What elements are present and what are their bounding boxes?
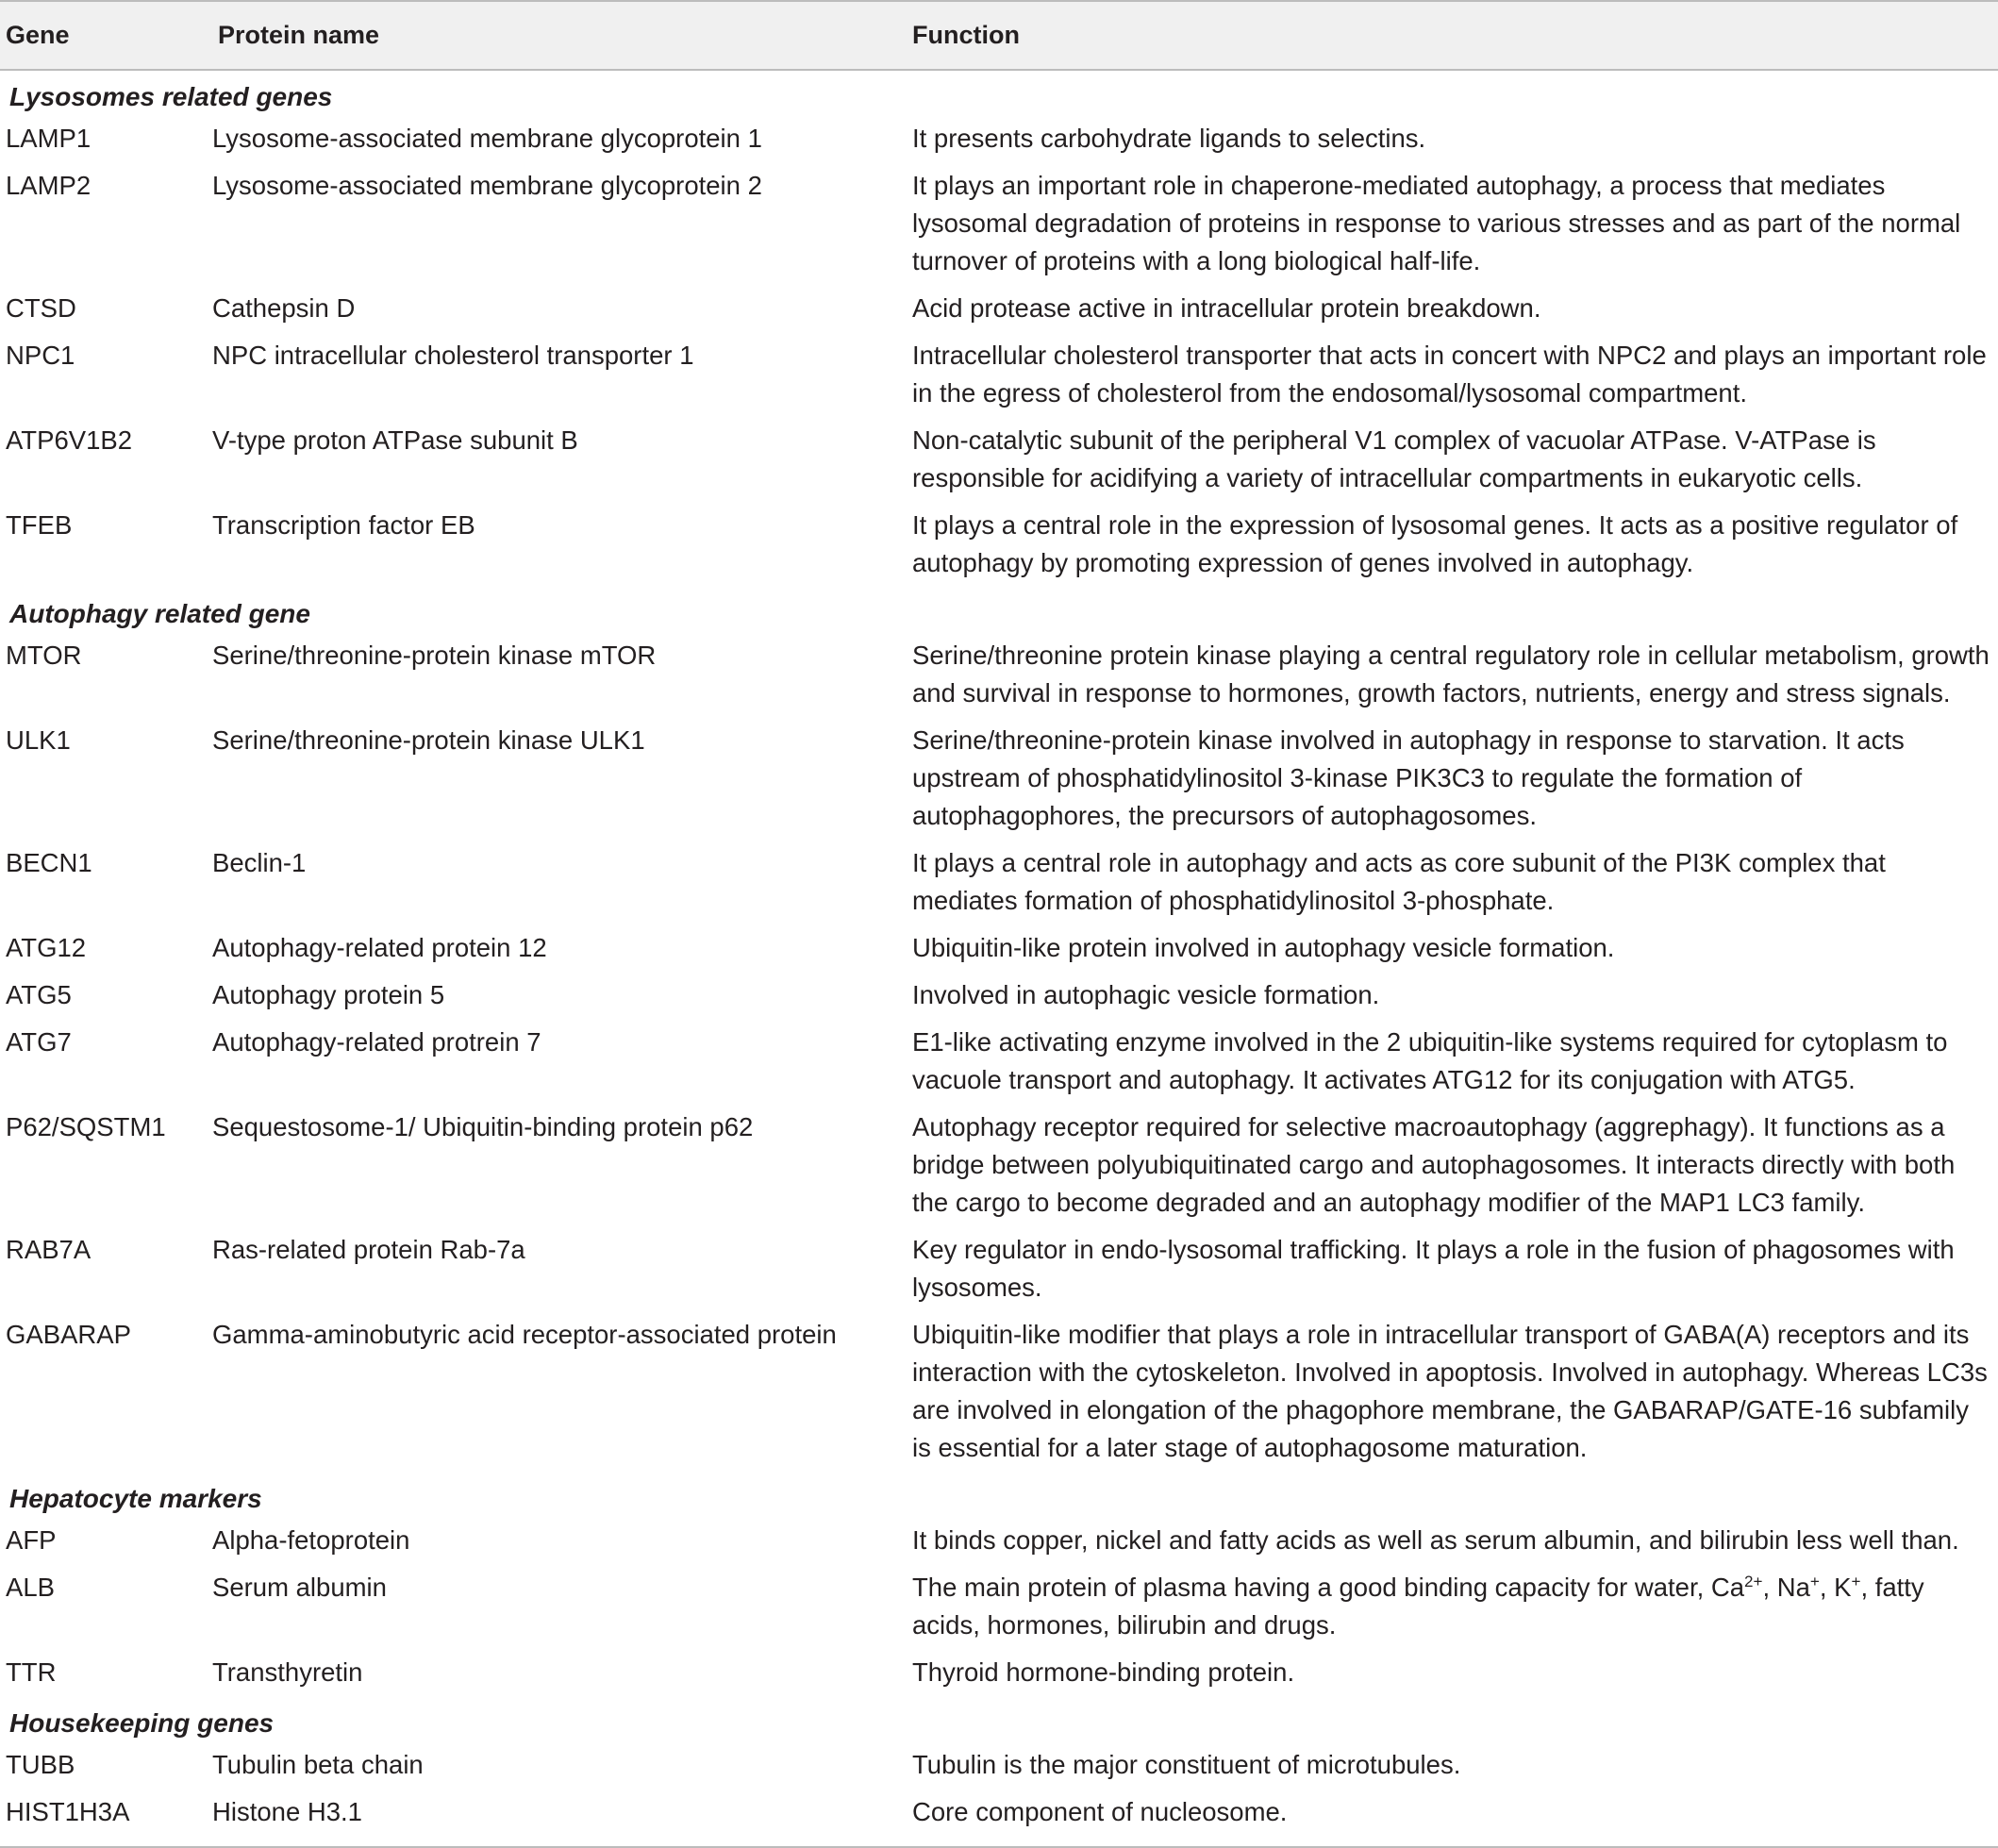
- gene-cell: HIST1H3A: [0, 1790, 212, 1847]
- function-cell: Core component of nucleosome.: [912, 1790, 1998, 1847]
- table-body: [0, 70, 1998, 1847]
- section-row: [0, 1697, 1998, 1742]
- function-cell: Acid protease active in intracellular protein breakdown.: [912, 293, 1541, 323]
- header-function: Function: [912, 1, 1998, 70]
- protein-name-cell: Autophagy-related protein 12: [212, 933, 547, 962]
- table-row: [0, 1227, 1998, 1312]
- header-gene: Gene: [0, 1, 212, 70]
- gene-cell: ATP6V1B2: [6, 425, 133, 455]
- gene-cell: RAB7A: [6, 1235, 92, 1264]
- gene-cell: NPC1: [6, 341, 75, 370]
- protein-name-cell: Alpha-fetoprotein: [212, 1525, 410, 1555]
- table-row: [0, 718, 1998, 841]
- table-row: [0, 1565, 1998, 1650]
- table-row: [0, 286, 1998, 333]
- protein-name-cell: Serum albumin: [212, 1573, 387, 1602]
- gene-cell: CTSD: [6, 293, 76, 323]
- gene-cell: TUBB: [6, 1750, 75, 1779]
- function-cell: Ubiquitin-like protein involved in autophagy vesicle formation.: [912, 933, 1615, 962]
- section-title: Housekeeping genes: [9, 1708, 275, 1738]
- function-cell: Key regulator in endo-lysosomal trafficking. It plays a role in the fusion of phagosomes with lysosomes.: [912, 1235, 1955, 1302]
- table-row: [0, 116, 1998, 163]
- protein-name-cell: Transthyretin: [212, 1657, 363, 1687]
- function-cell: Ubiquitin-like modifier that plays a role in intracellular transport of GABA(A) receptors and its interaction with the cytoskeleton. Involved in apoptosis. Involved in autophagy. Whereas LC3s are involved in elongation of the phagophore membrane, the GABARAP/GATE-16 subfamily is essential for a later stage of autophagosome maturation.: [912, 1320, 1988, 1462]
- header-row: [0, 1, 1998, 70]
- function-text: , Na: [1762, 1573, 1810, 1602]
- function-text: The main protein of plasma having a good binding capacity for water, Ca: [912, 1573, 1745, 1602]
- superscript-charge: +: [1809, 1572, 1820, 1590]
- function-cell: It plays an important role in chaperone-mediated autophagy, a process that mediates lysosomal degradation of proteins in response to various stresses and as part of the normal turnover of proteins with a long biological half-life.: [912, 171, 1961, 275]
- section-title: Lysosomes related genes: [9, 82, 333, 111]
- gene-cell: AFP: [6, 1525, 57, 1555]
- function-cell: Thyroid hormone-binding protein.: [912, 1657, 1295, 1687]
- protein-name-cell: Transcription factor EB: [212, 510, 475, 540]
- gene-cell: ATG7: [6, 1027, 72, 1057]
- table-row: [0, 633, 1998, 718]
- table-row: [0, 1790, 1998, 1847]
- table-row: [0, 418, 1998, 503]
- protein-name-cell: Serine/threonine-protein kinase ULK1: [212, 725, 645, 755]
- table-row: [0, 973, 1998, 1020]
- superscript-charge: 2+: [1744, 1572, 1763, 1590]
- table-row: [0, 1742, 1998, 1790]
- protein-name-cell: Autophagy protein 5: [212, 980, 445, 1009]
- protein-name-cell: Sequestosome-1/ Ubiquitin-binding protein p62: [212, 1112, 754, 1141]
- table-row: [0, 503, 1998, 588]
- table-row: [0, 1105, 1998, 1227]
- table-row: [0, 1312, 1998, 1473]
- table-row: [0, 333, 1998, 418]
- section-row: [0, 1473, 1998, 1518]
- function-cell: Serine/threonine-protein kinase involved in autophagy in response to starvation. It acts upstream of phosphatidylinositol 3-kinase PIK3C3 to regulate the formation of autophagophores, the precursors of autophagosomes.: [912, 725, 1905, 830]
- gene-cell: ATG12: [6, 933, 87, 962]
- function-cell: It binds copper, nickel and fatty acids as well as serum albumin, and bilirubin less well than.: [912, 1525, 1959, 1555]
- protein-name-cell: Lysosome-associated membrane glycoprotein 1: [212, 124, 762, 153]
- protein-name-cell: Histone H3.1: [212, 1790, 912, 1847]
- protein-name-cell: Beclin-1: [212, 848, 307, 877]
- protein-name-cell: Gamma-aminobutyric acid receptor-associated protein: [212, 1320, 837, 1349]
- protein-name-cell: V-type proton ATPase subunit B: [212, 425, 578, 455]
- function-cell: It presents carbohydrate ligands to selectins.: [912, 124, 1426, 153]
- protein-name-cell: Cathepsin D: [212, 293, 356, 323]
- protein-name-cell: Tubulin beta chain: [212, 1750, 424, 1779]
- function-text: , fatty acids, hormones, bilirubin and drugs.: [912, 1573, 1924, 1640]
- gene-cell: LAMP2: [6, 171, 92, 200]
- superscript-charge: +: [1851, 1572, 1861, 1590]
- gene-cell: ALB: [6, 1573, 55, 1602]
- table-row: [0, 1518, 1998, 1565]
- function-cell: Tubulin is the major constituent of microtubules.: [912, 1750, 1461, 1779]
- section-row: [0, 588, 1998, 633]
- protein-name-cell: NPC intracellular cholesterol transporter 1: [212, 341, 694, 370]
- function-cell: [912, 1565, 1998, 1650]
- gene-cell: ULK1: [6, 725, 71, 755]
- gene-cell: ATG5: [6, 980, 72, 1009]
- gene-cell: GABARAP: [6, 1320, 131, 1349]
- protein-name-cell: Serine/threonine-protein kinase mTOR: [212, 641, 657, 670]
- gene-cell: P62/SQSTM1: [6, 1112, 166, 1141]
- function-cell: Serine/threonine protein kinase playing a central regulatory role in cellular metabolism, growth and survival in response to hormones, growth factors, nutrients, energy and stress signals.: [912, 641, 1990, 708]
- section-row: [0, 70, 1998, 116]
- protein-name-cell: Autophagy-related protrein 7: [212, 1027, 541, 1057]
- function-cell: It plays a central role in the expression of lysosomal genes. It acts as a positive regulator of autophagy by promoting expression of genes involved in autophagy.: [912, 510, 1958, 577]
- protein-name-cell: Ras-related protein Rab-7a: [212, 1235, 525, 1264]
- function-cell: Non-catalytic subunit of the peripheral V1 complex of vacuolar ATPase. V-ATPase is responsible for acidifying a variety of intracellular compartments in eukaryotic cells.: [912, 425, 1876, 492]
- function-cell: Involved in autophagic vesicle formation.: [912, 980, 1380, 1009]
- header-protein-name: Protein name: [212, 1, 912, 70]
- function-cell: Intracellular cholesterol transporter that acts in concert with NPC2 and plays an important role in the egress of cholesterol from the endosomal/lysosomal compartment.: [912, 341, 1987, 408]
- gene-cell: TTR: [6, 1657, 57, 1687]
- function-cell: E1-like activating enzyme involved in the 2 ubiquitin-like systems required for cytoplasm to vacuole transport and autophagy. It activates ATG12 for its conjugation with ATG5.: [912, 1027, 1948, 1094]
- function-text: , K: [1819, 1573, 1852, 1602]
- function-cell: Autophagy receptor required for selective macroautophagy (aggrephagy). It functions as a bridge between polyubiquitinated cargo and autophagosomes. It interacts directly with both the cargo to become degraded and an autophagy modifier of the MAP1 LC3 family.: [912, 1112, 1956, 1217]
- section-title: Hepatocyte markers: [9, 1484, 262, 1513]
- table-row: [0, 1020, 1998, 1105]
- gene-cell: BECN1: [6, 848, 92, 877]
- table-row: [0, 925, 1998, 973]
- gene-cell: MTOR: [6, 641, 82, 670]
- table-row: [0, 1650, 1998, 1697]
- table-row: [0, 841, 1998, 925]
- section-title: Autophagy related gene: [9, 599, 310, 628]
- protein-name-cell: Lysosome-associated membrane glycoprotein 2: [212, 171, 762, 200]
- table-header: [0, 1, 1998, 70]
- gene-cell: LAMP1: [6, 124, 92, 153]
- gene-cell: TFEB: [6, 510, 73, 540]
- function-cell: It plays a central role in autophagy and acts as core subunit of the PI3K complex that mediates formation of phosphatidylinositol 3-phosphate.: [912, 848, 1886, 915]
- table-row: [0, 163, 1998, 286]
